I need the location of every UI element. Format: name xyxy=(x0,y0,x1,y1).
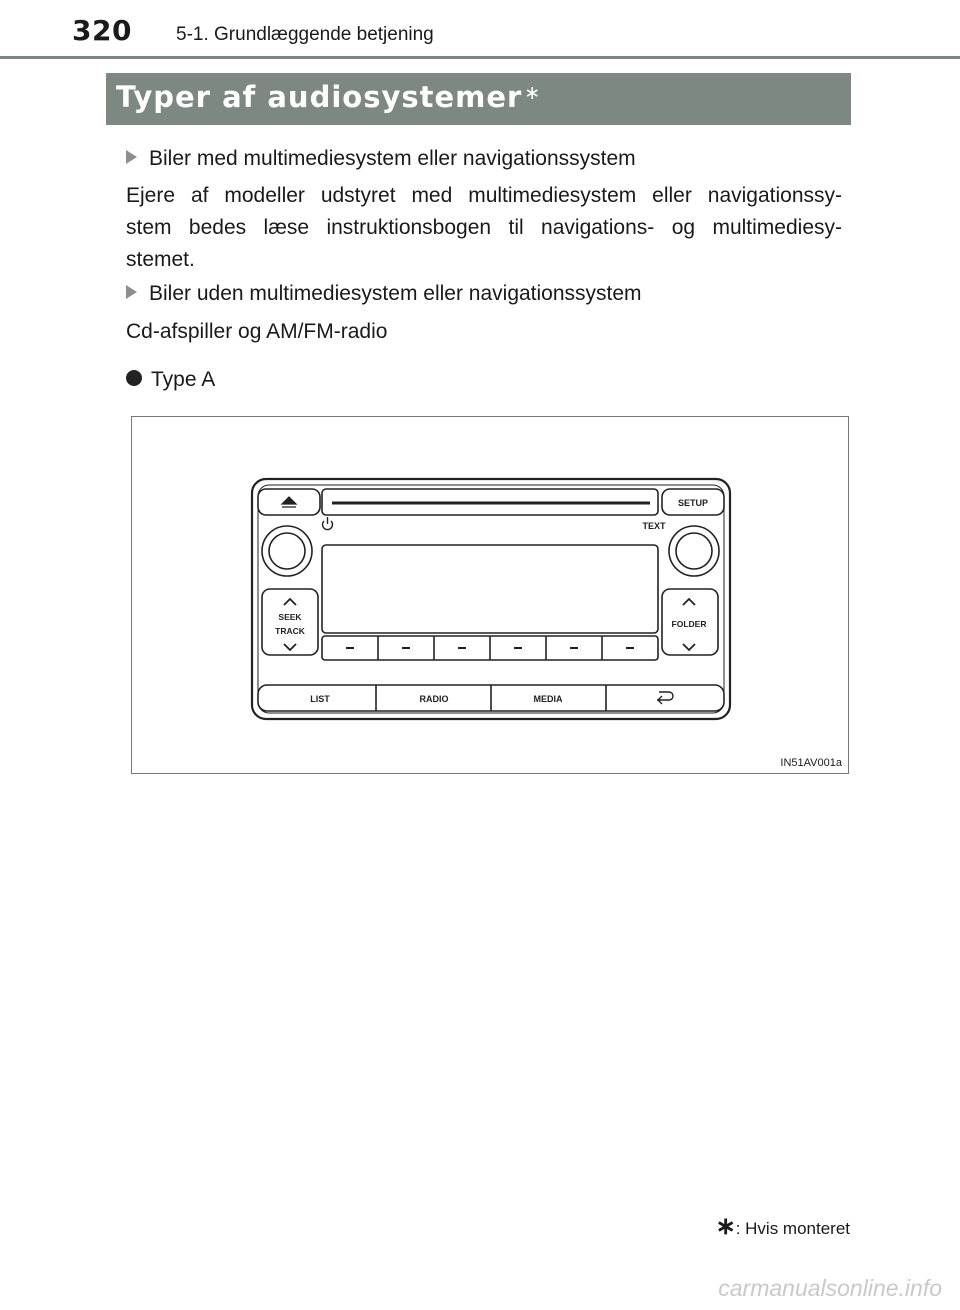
section-heading-2-text: Biler uden multimediesystem eller navigationssystem xyxy=(149,282,642,305)
track-label: TRACK xyxy=(275,626,305,636)
footnote-star-marker: ∗ xyxy=(715,1213,736,1240)
paragraph-1-line: Ejere af modeller udstyret med multimediesystem eller navigationssy- xyxy=(126,184,842,207)
radio-button[interactable]: RADIO xyxy=(419,694,449,704)
watermark: carmanualsonline.info xyxy=(718,1275,942,1301)
paragraph-2 xyxy=(126,316,842,348)
section-heading-2 xyxy=(126,282,642,306)
setup-label: SETUP xyxy=(677,498,709,508)
paragraph-1 xyxy=(126,180,842,276)
section-label: 5-1. Grundlæggende betjening xyxy=(176,24,434,45)
subheading-type-a-text: Type A xyxy=(151,368,216,391)
power-icon xyxy=(323,517,333,530)
paragraph-1-line: stemet. xyxy=(126,248,195,271)
preset-button-row xyxy=(322,636,658,660)
seek-label: SEEK xyxy=(278,612,302,622)
chevron-up-icon xyxy=(683,599,695,605)
paragraph-2-line: Cd-afspiller og AM/FM-radio xyxy=(126,320,388,343)
chevron-up-icon xyxy=(284,599,296,605)
power-volume-knob[interactable] xyxy=(269,533,305,569)
list-button[interactable]: LIST xyxy=(310,694,330,704)
eject-icon xyxy=(282,497,296,507)
section-heading-1 xyxy=(126,147,636,171)
display-screen xyxy=(322,545,658,633)
title-star-marker: ∗ xyxy=(524,82,542,104)
subheading-type-a xyxy=(126,368,215,392)
paragraph-1-line: stem bedes læse instruktionsbogen til navigations- og multimediesy- xyxy=(126,216,842,239)
header-rule xyxy=(0,56,960,59)
triangle-bullet-icon xyxy=(126,150,137,164)
page-number: 320 xyxy=(72,14,132,47)
folder-label: FOLDER xyxy=(671,619,707,629)
chevron-down-icon xyxy=(284,644,296,650)
back-arrow-icon[interactable] xyxy=(657,692,673,704)
footnote xyxy=(716,1215,850,1244)
triangle-bullet-icon xyxy=(126,285,137,299)
audio-unit-illustration xyxy=(132,417,848,773)
circle-bullet-icon xyxy=(126,370,142,386)
footnote-text: : Hvis monteret xyxy=(735,1218,850,1238)
figure-code: IN51AV001a xyxy=(780,757,842,769)
title-label: Typer af audiosystemer xyxy=(116,80,523,114)
text-label: TEXT xyxy=(642,521,666,531)
page-title xyxy=(116,80,541,114)
section-heading-1-text: Biler med multimediesystem eller navigationssystem xyxy=(149,147,636,170)
chevron-down-icon xyxy=(683,644,695,650)
audio-unit-figure xyxy=(131,416,849,774)
title-bar xyxy=(106,73,851,125)
media-button[interactable]: MEDIA xyxy=(533,694,563,704)
tune-scroll-knob[interactable] xyxy=(676,533,712,569)
